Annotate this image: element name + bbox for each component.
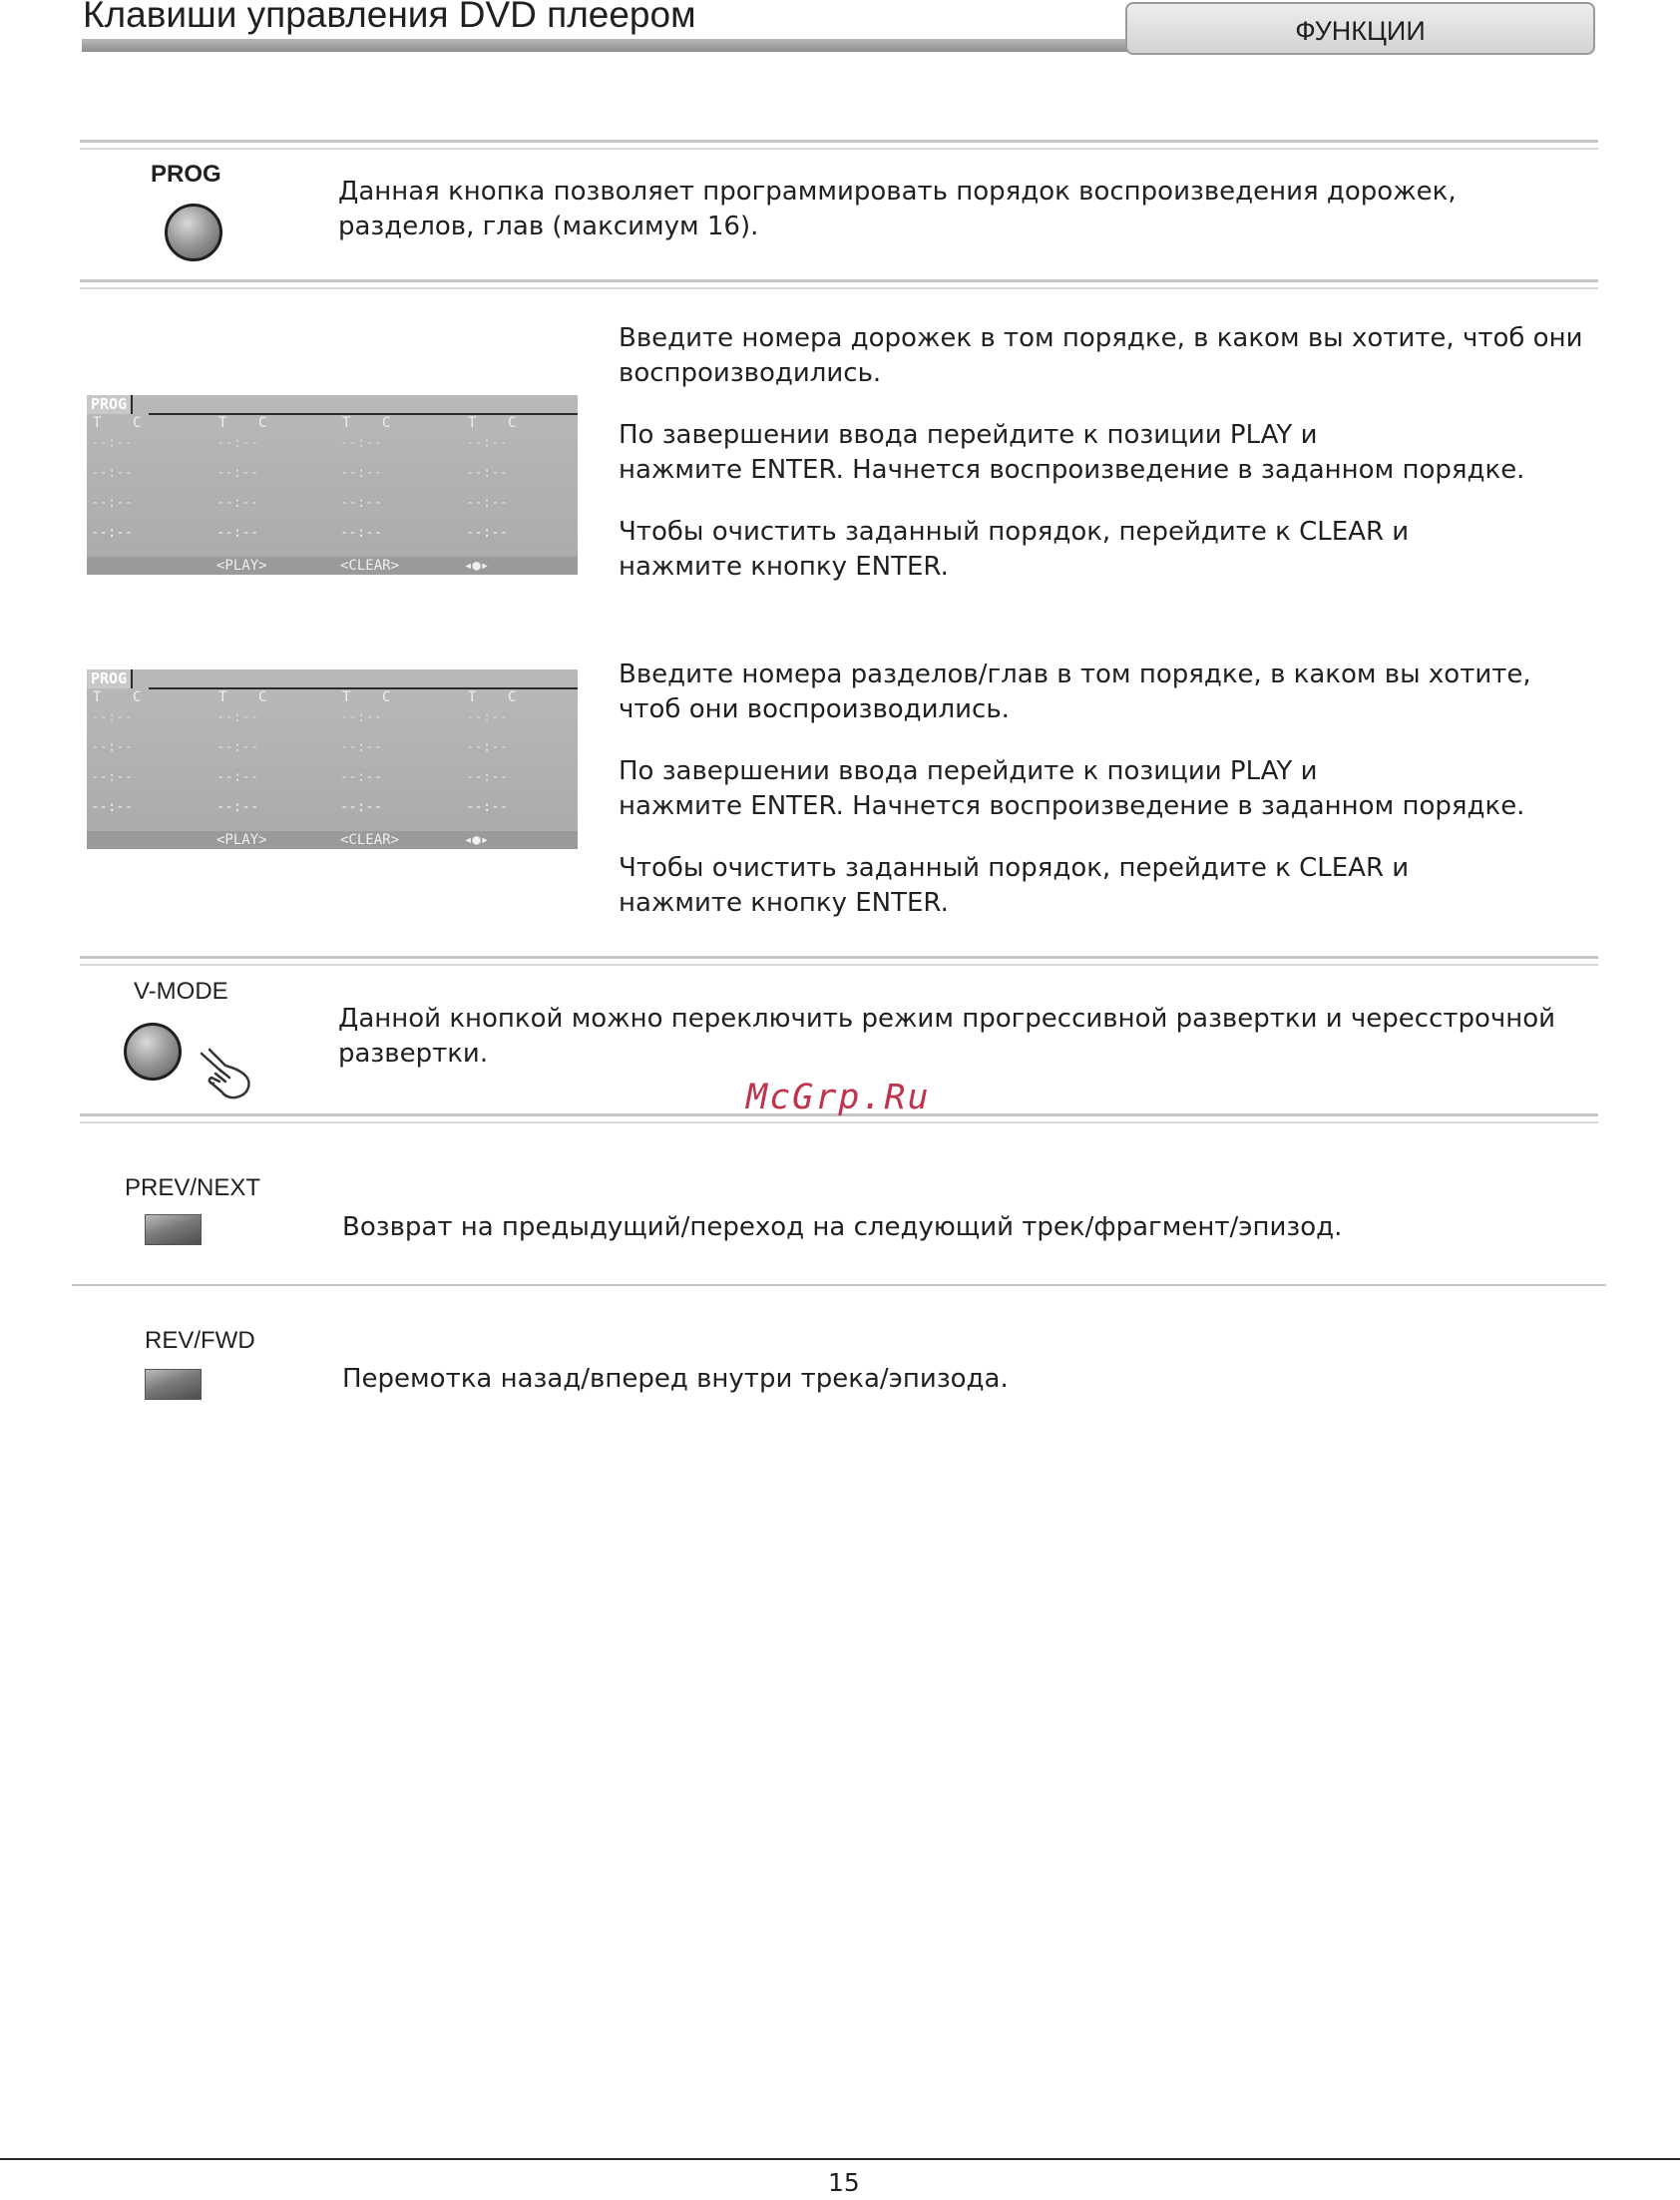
osd-entry: --:-- (340, 709, 383, 725)
osd-entry: --:-- (216, 435, 259, 451)
chapters-instruction-enter: Введите номера разделов/глав в том порядке, в каком вы хотите, чтоб они воспроизводились. (619, 660, 1531, 724)
chapters-instruction-play-cont: нажмите ENTER. Начнется воспроизведение в заданном порядке. (619, 791, 1525, 821)
prog-button-icon (165, 204, 222, 261)
osd-entry: --:-- (91, 435, 134, 451)
rev-fwd-description: Перемотка назад/вперед внутри трека/эпизода. (342, 1364, 1009, 1394)
divider (80, 956, 1598, 966)
tracks-instruction-enter: Введите номера дорожек в том порядке, в каком вы хотите, чтоб они воспроизводились. (619, 323, 1583, 388)
osd-col-c: C (133, 415, 142, 431)
osd-entry: --:-- (340, 739, 383, 755)
rev-fwd-key-label: REV/FWD (145, 1327, 255, 1354)
footer-rule (0, 2158, 1680, 2160)
page-number: 15 (828, 2168, 860, 2197)
vmode-key-label: V-MODE (134, 978, 228, 1005)
divider (72, 1284, 1606, 1286)
osd-entry: --:-- (340, 799, 383, 815)
prog-osd-screen-chapters (87, 669, 578, 849)
osd-entry: --:-- (466, 739, 509, 755)
osd-col-t: T (468, 689, 477, 705)
osd-col-c: C (133, 689, 142, 705)
osd-nav-arrows-icon: ◂●▸ (464, 558, 490, 574)
osd-col-c: C (258, 415, 267, 431)
osd-col-t: T (93, 689, 102, 705)
osd-entry: --:-- (340, 435, 383, 451)
osd-entry: --:-- (91, 739, 134, 755)
prev-next-key-label: PREV/NEXT (125, 1174, 261, 1201)
osd-entry: --:-- (466, 709, 509, 725)
section-tab-label: ФУНКЦИИ (1295, 16, 1426, 46)
osd-col-c: C (382, 689, 391, 705)
osd-play-button[interactable]: <PLAY> (216, 832, 267, 848)
osd-play-button[interactable]: <PLAY> (216, 558, 267, 574)
osd-entry: --:-- (340, 769, 383, 785)
osd-entry: --:-- (216, 465, 259, 481)
osd-footer (87, 831, 578, 849)
osd-prog-tag: PROG (87, 669, 133, 688)
osd-entry: --:-- (91, 769, 134, 785)
rev-fwd-button-icon (145, 1369, 202, 1400)
osd-col-c: C (258, 689, 267, 705)
prog-description: Данная кнопка позволяет программировать порядок воспроизведения дорожек, разделов, глав (максимум 16). (338, 177, 1457, 241)
osd-entry: --:-- (466, 495, 509, 511)
osd-entry: --:-- (466, 465, 509, 481)
page-title: Клавиши управления DVD плеером (83, 0, 696, 35)
osd-footer (87, 557, 578, 575)
divider (80, 140, 1598, 150)
osd-entry: --:-- (216, 495, 259, 511)
section-tab (1125, 2, 1595, 55)
vmode-button-icon (124, 1023, 182, 1081)
osd-col-t: T (93, 415, 102, 431)
osd-entry: --:-- (216, 709, 259, 725)
watermark: McGrp.Ru (746, 1078, 931, 1117)
osd-entry: --:-- (91, 799, 134, 815)
osd-col-t: T (342, 689, 351, 705)
osd-entry: --:-- (91, 495, 134, 511)
osd-entry: --:-- (340, 465, 383, 481)
title-underline (82, 39, 1129, 52)
osd-prog-tag: PROG (87, 395, 133, 414)
osd-entry: --:-- (340, 495, 383, 511)
tracks-instruction-clear: Чтобы очистить заданный порядок, перейдите к CLEAR и (619, 517, 1410, 547)
osd-nav-arrows-icon: ◂●▸ (464, 832, 490, 848)
prev-next-button-icon (145, 1214, 202, 1245)
osd-entry: --:-- (91, 709, 134, 725)
osd-entry: --:-- (466, 799, 509, 815)
osd-col-t: T (218, 415, 227, 431)
tracks-instruction-play-cont: нажмите ENTER. Начнется воспроизведение в заданном порядке. (619, 455, 1525, 485)
chapters-instruction-clear: Чтобы очистить заданный порядок, перейдите к CLEAR и (619, 853, 1410, 883)
prog-osd-screen-tracks (87, 395, 578, 575)
chapters-instructions (619, 658, 1596, 921)
vmode-description: Данной кнопкой можно переключить режим прогрессивной развертки и чересстрочной развертки. (338, 1004, 1556, 1069)
osd-entry: --:-- (91, 525, 134, 541)
osd-col-t: T (218, 689, 227, 705)
tracks-instruction-clear-cont: нажмите кнопку ENTER. (619, 552, 949, 582)
osd-entry: --:-- (91, 465, 134, 481)
osd-clear-button[interactable]: <CLEAR> (340, 558, 400, 574)
osd-col-c: C (508, 689, 517, 705)
prog-key-label: PROG (151, 161, 221, 188)
osd-entry: --:-- (466, 769, 509, 785)
osd-entry: --:-- (466, 525, 509, 541)
prev-next-description: Возврат на предыдущий/переход на следующий трек/фрагмент/эпизод. (342, 1212, 1343, 1242)
pointing-hand-icon (196, 1044, 255, 1103)
divider (80, 279, 1598, 289)
osd-col-t: T (342, 415, 351, 431)
osd-col-c: C (508, 415, 517, 431)
osd-entry: --:-- (216, 769, 259, 785)
tracks-instructions (619, 321, 1596, 585)
osd-entry: --:-- (340, 525, 383, 541)
chapters-instruction-play: По завершении ввода перейдите к позиции PLAY и (619, 756, 1318, 786)
osd-entry: --:-- (216, 525, 259, 541)
osd-entry: --:-- (466, 435, 509, 451)
tracks-instruction-play: По завершении ввода перейдите к позиции PLAY и (619, 420, 1318, 450)
osd-entry: --:-- (216, 799, 259, 815)
osd-entry: --:-- (216, 739, 259, 755)
osd-col-t: T (468, 415, 477, 431)
chapters-instruction-clear-cont: нажмите кнопку ENTER. (619, 888, 949, 918)
osd-col-c: C (382, 415, 391, 431)
osd-clear-button[interactable]: <CLEAR> (340, 832, 400, 848)
